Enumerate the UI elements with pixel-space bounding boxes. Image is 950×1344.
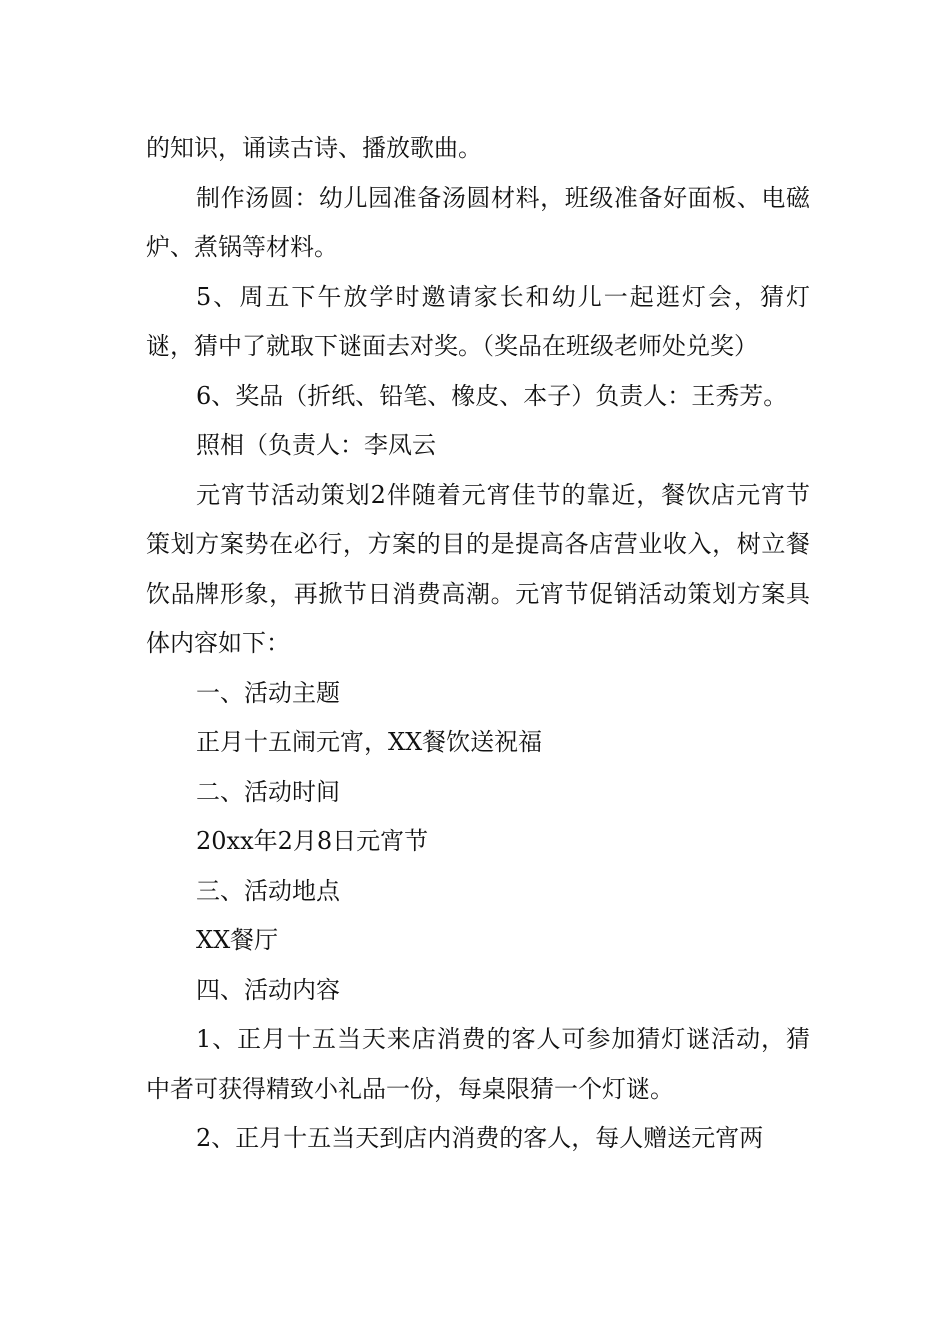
paragraph-time: 20xx年2月8日元宵节 <box>196 827 429 855</box>
paragraph-location: XX餐厅 <box>196 926 279 954</box>
paragraph-intro-plan-2: 元宵节活动策划2伴随着元宵佳节的靠近，餐饮店元宵节策划方案势在必行，方案的目的是提高各店营业收入，树立餐饮品牌形象，再掀节日消费高潮。元宵节促销活动策划方案具体内容如下： <box>146 480 810 657</box>
paragraph-photo: 照相（负责人：李凤云 <box>196 431 436 459</box>
paragraph-prizes: 6、奖品（折纸、铅笔、橡皮、本子）负责人：王秀芳。 <box>196 381 788 410</box>
paragraph-make-tangyuan: 制作汤圆：幼儿园准备汤圆材料，班级准备好面板、电磁炉、煮锅等材料。 <box>146 183 810 261</box>
heading-activity-content: 四、活动内容 <box>196 975 340 1004</box>
heading-activity-theme: 一、活动主题 <box>196 678 340 707</box>
heading-activity-time: 二、活动时间 <box>196 777 340 806</box>
paragraph-lantern-riddles: 5、周五下午放学时邀请家长和幼儿一起逛灯会，猜灯谜，猜中了就取下谜面去对奖。（奖品在班级老师处兑奖） <box>146 282 810 360</box>
paragraph-theme: 正月十五闹元宵，XX餐饮送祝福 <box>196 728 543 756</box>
document-body <box>146 124 810 1164</box>
paragraph-content-2: 2、正月十五当天到店内消费的客人，每人赠送元宵两 <box>196 1124 764 1152</box>
heading-activity-location: 三、活动地点 <box>196 876 340 905</box>
paragraph-content-1: 1、正月十五当天来店消费的客人可参加猜灯谜活动，猜中者可获得精致小礼品一份，每桌限猜一个灯谜。 <box>146 1025 810 1103</box>
paragraph-knowledge: 的知识，诵读古诗、播放歌曲。 <box>146 134 482 162</box>
